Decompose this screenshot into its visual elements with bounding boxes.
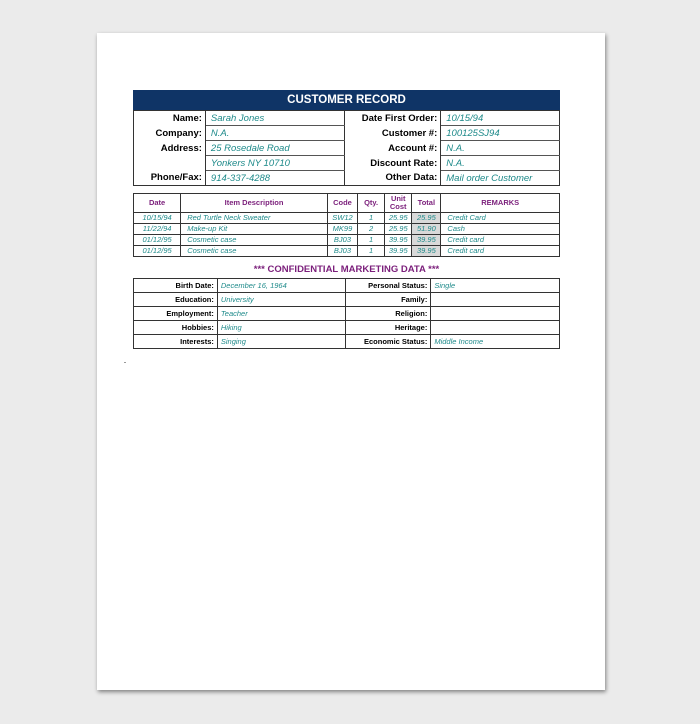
cell-code[interactable]: SW12: [327, 213, 357, 224]
document-page: [97, 33, 605, 690]
education-field[interactable]: University: [217, 293, 345, 307]
col-header-remarks: REMARKS: [441, 194, 560, 213]
cell-remarks[interactable]: Cash: [441, 224, 560, 235]
cell-unit-cost[interactable]: 25.95: [385, 224, 412, 235]
customer-number-field[interactable]: 100125SJ94: [441, 126, 560, 141]
personal-status-field[interactable]: Single: [431, 279, 560, 293]
field-label: Account #:: [345, 141, 441, 156]
cell-description[interactable]: Cosmetic case: [181, 246, 328, 257]
field-label: Customer #:: [345, 126, 441, 141]
field-label: Date First Order:: [345, 111, 441, 126]
customer-row: [134, 156, 560, 171]
field-label: [134, 156, 206, 171]
account-number-field[interactable]: N.A.: [441, 141, 560, 156]
col-header-qty: Qty.: [358, 194, 385, 213]
table-row: [134, 213, 560, 224]
cell-description[interactable]: Red Turtle Neck Sweater: [181, 213, 328, 224]
field-label: Heritage:: [345, 321, 431, 335]
field-label: Phone/Fax:: [134, 171, 206, 186]
record-title: CUSTOMER RECORD: [133, 90, 560, 110]
cell-unit-cost[interactable]: 25.95: [385, 213, 412, 224]
cell-unit-cost[interactable]: 39.95: [385, 235, 412, 246]
cell-total: 25.95: [412, 213, 441, 224]
items-header-row: [134, 194, 560, 213]
cell-total: 51.90: [412, 224, 441, 235]
cell-unit-cost[interactable]: 39.95: [385, 246, 412, 257]
field-label: Economic Status:: [345, 335, 431, 349]
field-label: Personal Status:: [345, 279, 431, 293]
cell-qty[interactable]: 1: [358, 213, 385, 224]
cell-remarks[interactable]: Credit card: [441, 235, 560, 246]
marketing-row: [134, 307, 560, 321]
marketing-row: [134, 335, 560, 349]
cell-total: 39.95: [412, 235, 441, 246]
cell-date[interactable]: 10/15/94: [134, 213, 181, 224]
family-field[interactable]: [431, 293, 560, 307]
address-line2-field[interactable]: Yonkers NY 10710: [205, 156, 345, 171]
company-field[interactable]: N.A.: [205, 126, 345, 141]
cell-description[interactable]: Cosmetic case: [181, 235, 328, 246]
cell-remarks[interactable]: Credit card: [441, 246, 560, 257]
phone-fax-field[interactable]: 914-337-4288: [205, 171, 345, 186]
cell-qty[interactable]: 1: [358, 246, 385, 257]
cell-description[interactable]: Make-up Kit: [181, 224, 328, 235]
cell-date[interactable]: 01/12/95: [134, 235, 181, 246]
field-label: Hobbies:: [134, 321, 218, 335]
field-label: Family:: [345, 293, 431, 307]
col-header-description: Item Description: [181, 194, 328, 213]
interests-field[interactable]: Singing: [217, 335, 345, 349]
cell-code[interactable]: BJ03: [327, 246, 357, 257]
address-line1-field[interactable]: 25 Rosedale Road: [205, 141, 345, 156]
heritage-field[interactable]: [431, 321, 560, 335]
date-first-order-field[interactable]: 10/15/94: [441, 111, 560, 126]
cell-total: 39.95: [412, 246, 441, 257]
customer-row: [134, 126, 560, 141]
customer-info-table: [133, 110, 560, 186]
field-label: Name:: [134, 111, 206, 126]
field-label: Religion:: [345, 307, 431, 321]
discount-rate-field[interactable]: N.A.: [441, 156, 560, 171]
marketing-row: [134, 279, 560, 293]
birth-date-field[interactable]: December 16, 1964: [217, 279, 345, 293]
cell-remarks[interactable]: Credit Card: [441, 213, 560, 224]
field-label: Employment:: [134, 307, 218, 321]
col-header-code: Code: [327, 194, 357, 213]
employment-field[interactable]: Teacher: [217, 307, 345, 321]
table-row: [134, 224, 560, 235]
field-label: Discount Rate:: [345, 156, 441, 171]
cell-date[interactable]: 11/22/94: [134, 224, 181, 235]
cell-date[interactable]: 01/12/95: [134, 246, 181, 257]
col-header-date: Date: [134, 194, 181, 213]
other-data-field[interactable]: Mail order Customer: [441, 171, 560, 186]
table-row: [134, 246, 560, 257]
cell-code[interactable]: MK99: [327, 224, 357, 235]
col-header-total: Total: [412, 194, 441, 213]
customer-row: [134, 171, 560, 186]
marketing-data-table: [133, 278, 560, 349]
field-label: Birth Date:: [134, 279, 218, 293]
customer-row: [134, 111, 560, 126]
field-label: Interests:: [134, 335, 218, 349]
cell-qty[interactable]: 1: [358, 235, 385, 246]
confidential-marketing-title: *** CONFIDENTIAL MARKETING DATA ***: [253, 264, 440, 275]
field-label: Education:: [134, 293, 218, 307]
field-label: Other Data:: [345, 171, 441, 186]
field-label: Address:: [134, 141, 206, 156]
name-field[interactable]: Sarah Jones: [205, 111, 345, 126]
field-label: Company:: [134, 126, 206, 141]
col-header-unit-cost: Unit Cost: [385, 194, 412, 213]
economic-status-field[interactable]: Middle Income: [431, 335, 560, 349]
page-mark: [124, 362, 126, 363]
religion-field[interactable]: [431, 307, 560, 321]
table-row: [134, 235, 560, 246]
items-table: [133, 193, 560, 257]
hobbies-field[interactable]: Hiking: [217, 321, 345, 335]
marketing-row: [134, 321, 560, 335]
marketing-row: [134, 293, 560, 307]
cell-qty[interactable]: 2: [358, 224, 385, 235]
cell-code[interactable]: BJ03: [327, 235, 357, 246]
customer-row: [134, 141, 560, 156]
